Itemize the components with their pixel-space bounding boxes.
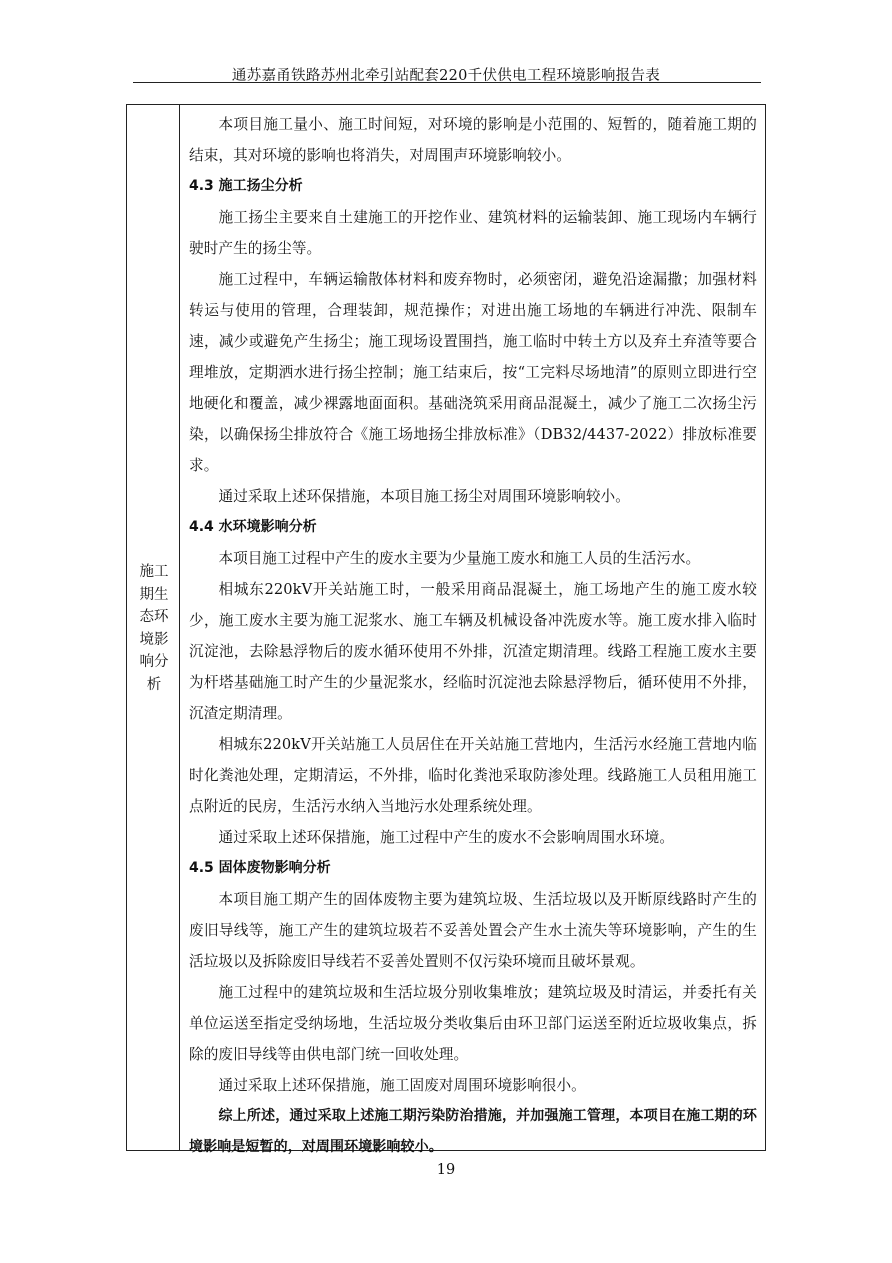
row-label-line: 期生 — [139, 586, 169, 603]
paragraph-dust-conclusion: 通过采取上述环保措施，本项目施工扬尘对周围环境影响较小。 — [218, 488, 630, 505]
row-label-line: 析 — [146, 676, 162, 693]
section-heading-solid-waste: 4.5 固体废物影响分析 — [189, 860, 331, 876]
paragraph-water-conclusion: 通过采取上述环保措施，施工过程中产生的废水不会影响周围水环境。 — [218, 829, 675, 846]
row-label-line: 态环 — [139, 609, 169, 625]
paragraph-noise-summary: 本项目施工量小、施工时间短，对环境的影响是小范围的、短暂的，随着施工期的结束，其对环境的影响也将消失，对周围声环境影响较小。 — [189, 116, 757, 164]
row-label-line: 施工 — [139, 564, 169, 580]
paragraph-water-domestic: 相城东220kV开关站施工人员居住在开关站施工营地内，生活污水经施工营地内临时化粪池处理，定期清运，不外排，临时化粪池采取防渗处理。线路施工人员租用施工点附近的民房，生活污水纳入当地污水处理系统处理。 — [189, 736, 757, 815]
row-label-line: 响分 — [139, 654, 169, 670]
content-cell — [189, 109, 757, 1163]
paragraph-water-intro: 本项目施工过程中产生的废水主要为少量施工废水和施工人员的生活污水。 — [218, 550, 701, 567]
page-number: 19 — [436, 1162, 456, 1178]
report-table — [126, 104, 766, 1155]
paragraph-waste-sources: 本项目施工期产生的固体废物主要为建筑垃圾、生活垃圾以及开断原线路时产生的废旧导线等，施工产生的建筑垃圾若不妥善处置会产生水土流失等环境影响，产生的生活垃圾以及拆除废旧导线若不妥善处置则不仅污染环境而且破坏景观。 — [189, 891, 757, 970]
paragraph-water-construction: 相城东220kV开关站施工时，一般采用商品混凝土，施工场地产生的施工废水较少，施工废水主要为施工泥浆水、施工车辆及机械设备冲洗废水等。施工废水排入临时沉淀池，去除悬浮物后的废水循环使用不外排，沉渣定期清理。线路工程施工废水主要为杆塔基础施工时产生的少量泥浆水，经临时沉淀池去除悬浮物后，循环使用不外排，沉渣定期清理。 — [189, 581, 757, 722]
paragraph-waste-conclusion: 通过采取上述环保措施，施工固废对周围环境影响很小。 — [218, 1077, 586, 1094]
row-label-line: 境影 — [139, 631, 169, 648]
paragraph-dust-measures: 施工过程中，车辆运输散体材料和废弃物时，必须密闭，避免沿途漏撒；加强材料转运与使用的管理，合理装卸，规范操作；对进出施工场地的车辆进行冲洗、限制车速，减少或避免产生扬尘；施工现场设置围挡，施工临时中转土方以及弃土弃渣等要合理堆放，定期洒水进行扬尘控制；施工结束后，按“工完料尽场地清”的原则立即进行空地硬化和覆盖，减少裸露地面面积。基础浇筑采用商品混凝土，减少了施工二次扬尘污染，以确保扬尘排放符合《施工场地扬尘排放标准》（DB32/4437-2022）排放标准要求。 — [189, 271, 757, 474]
paragraph-overall-conclusion: 综上所述，通过采取上述施工期污染防治措施，并加强施工管理，本项目在施工期的环境影响是短暂的，对周围环境影响较小。 — [189, 1108, 757, 1155]
row-label-cell — [127, 105, 180, 1150]
row-label — [134, 561, 174, 696]
paragraph-dust-sources: 施工扬尘主要来自土建施工的开挖作业、建筑材料的运输装卸、施工现场内车辆行驶时产生的扬尘等。 — [189, 209, 757, 257]
document-header-title: 通苏嘉甬铁路苏州北牵引站配套220千伏供电工程环境影响报告表 — [231, 68, 661, 84]
paragraph-waste-measures: 施工过程中的建筑垃圾和生活垃圾分别收集堆放；建筑垃圾及时清运，并委托有关单位运送至指定受纳场地，生活垃圾分类收集后由环卫部门运送至附近垃圾收集点，拆除的废旧导线等由供电部门统一回收处理。 — [189, 984, 757, 1063]
section-heading-dust: 4.3 施工扬尘分析 — [189, 178, 303, 194]
header-divider — [133, 82, 761, 83]
section-heading-water: 4.4 水环境影响分析 — [189, 519, 317, 535]
